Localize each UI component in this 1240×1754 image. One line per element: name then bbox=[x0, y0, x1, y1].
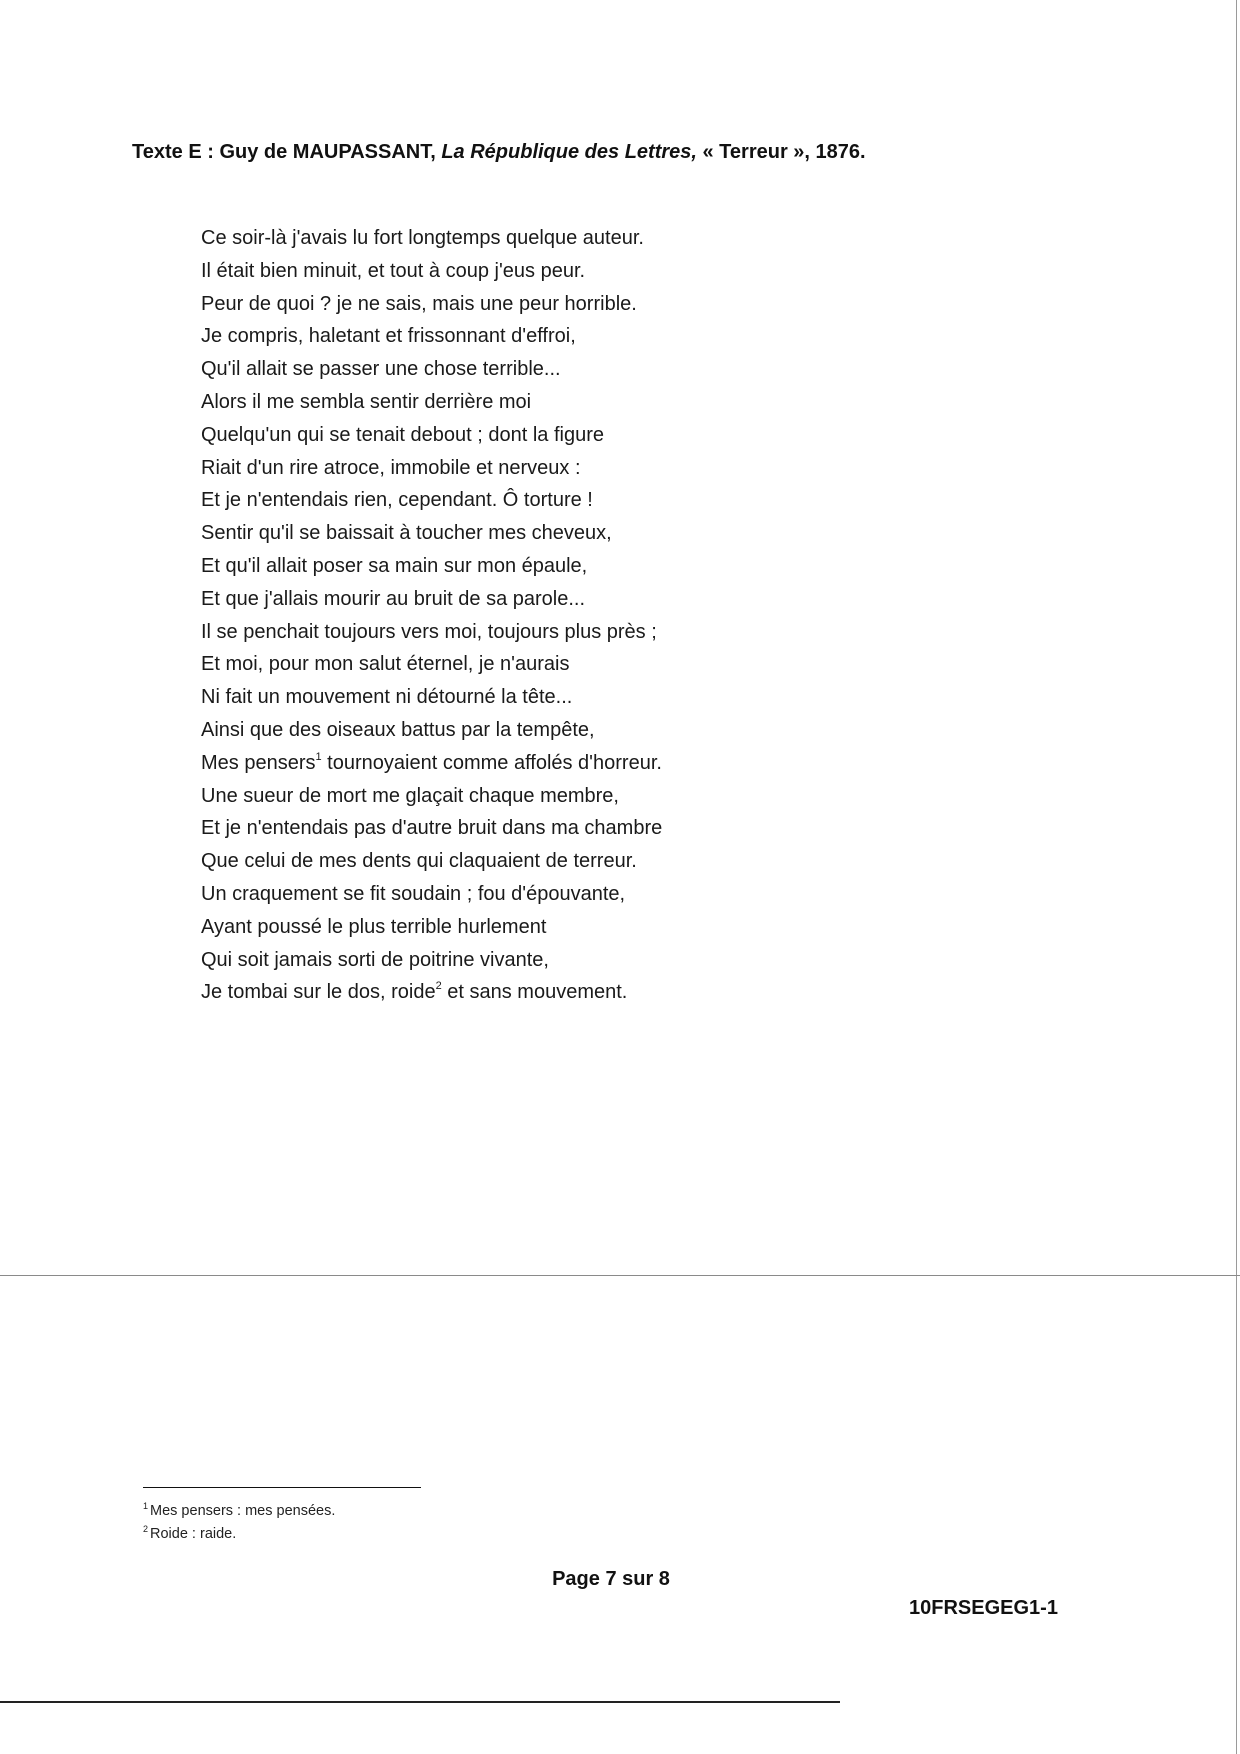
poem-line: Quelqu'un qui se tenait debout ; dont la figure bbox=[201, 423, 604, 446]
poem-line: Ni fait un mouvement ni détourné la tête... bbox=[201, 686, 573, 709]
footnote-text: Mes pensers : mes pensées. bbox=[150, 1503, 336, 1519]
poem-line: Un craquement se fit soudain ; fou d'épouvante, bbox=[201, 882, 626, 905]
poem-line: Une sueur de mort me glaçait chaque membre, bbox=[201, 784, 619, 807]
scan-divider-line bbox=[0, 1275, 1240, 1276]
poem-line: Que celui de mes dents qui claquaient de terreur. bbox=[201, 850, 637, 873]
heading-label: Texte E : bbox=[132, 141, 214, 163]
page-right-edge bbox=[1236, 0, 1237, 1754]
heading-piece-title: « Terreur », 1876. bbox=[702, 141, 866, 163]
footnote-reference-2: 2 bbox=[435, 980, 442, 993]
poem-line: Qui soit jamais sorti de poitrine vivante, bbox=[201, 948, 549, 971]
poem-line: Peur de quoi ? je ne sais, mais une peur horrible. bbox=[201, 292, 637, 315]
poem-line: Et que j'allais mourir au bruit de sa parole... bbox=[201, 587, 586, 610]
poem-line-with-note-2 bbox=[201, 976, 662, 1009]
footnote-reference-1: 1 bbox=[315, 750, 322, 763]
poem-line: Ce soir-là j'avais lu fort longtemps quelque auteur. bbox=[201, 227, 644, 249]
page-number: Page 7 sur 8 bbox=[552, 1568, 670, 1590]
poem-line: Ainsi que des oiseaux battus par la tempête, bbox=[201, 718, 595, 741]
poem-line-part: Je tombai sur le dos, roide bbox=[201, 981, 436, 1004]
poem-line: Et je n'entendais rien, cependant. Ô torture ! bbox=[201, 489, 593, 512]
poem-line: Et je n'entendais pas d'autre bruit dans ma chambre bbox=[201, 817, 663, 840]
footnote-text: Roide : raide. bbox=[150, 1526, 237, 1542]
poem-line: Et qu'il allait poser sa main sur mon épaule, bbox=[201, 554, 588, 577]
poem-line: Je compris, haletant et frissonnant d'effroi, bbox=[201, 325, 576, 348]
poem-line: Riait d'un rire atroce, immobile et nerveux : bbox=[201, 456, 581, 479]
poem-line: Il était bien minuit, et tout à coup j'eus peur. bbox=[201, 259, 586, 282]
poem-line: Alors il me sembla sentir derrière moi bbox=[201, 390, 532, 413]
poem-line: Sentir qu'il se baissait à toucher mes cheveux, bbox=[201, 522, 612, 545]
heading-author: Guy de MAUPASSANT, bbox=[219, 141, 436, 163]
poem-line: Ayant poussé le plus terrible hurlement bbox=[201, 915, 547, 938]
footnote-marker: 1 bbox=[143, 1501, 149, 1511]
footnote-separator bbox=[143, 1487, 421, 1488]
poem-line-part: et sans mouvement. bbox=[441, 981, 628, 1004]
footnote-marker: 2 bbox=[143, 1524, 149, 1534]
footnote-2 bbox=[143, 1523, 335, 1546]
footnotes bbox=[143, 1500, 335, 1546]
document-code: 10FRSEGEG1-1 bbox=[909, 1597, 1058, 1619]
poem-line-with-note-1 bbox=[201, 747, 662, 780]
poem-line: Et moi, pour mon salut éternel, je n'aurais bbox=[201, 653, 570, 676]
text-heading bbox=[132, 141, 866, 164]
heading-work-title: La République des Lettres, bbox=[441, 141, 697, 163]
poem-line: Qu'il allait se passer une chose terrible... bbox=[201, 358, 561, 381]
poem bbox=[201, 222, 662, 1009]
poem-line-part: tournoyaient comme affolés d'horreur. bbox=[321, 751, 662, 774]
footnote-1 bbox=[143, 1500, 335, 1523]
poem-line: Il se penchait toujours vers moi, toujours plus près ; bbox=[201, 620, 657, 643]
bottom-edge-line bbox=[0, 1701, 840, 1703]
poem-line-part: Mes pensers bbox=[201, 751, 316, 774]
